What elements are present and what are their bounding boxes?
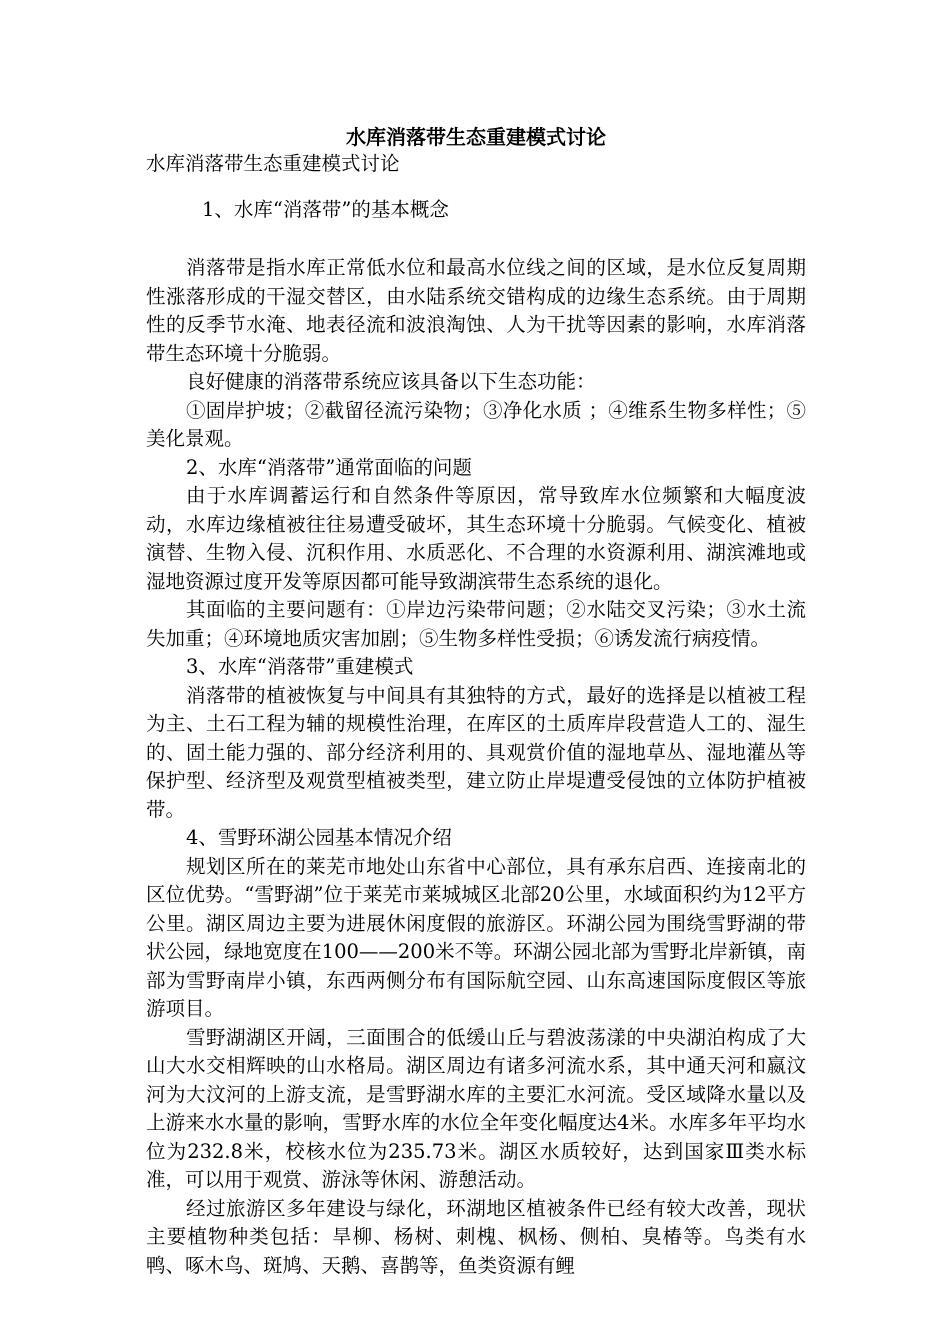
section-4-paragraph-2: 雪野湖湖区开阔，三面围合的低缓山丘与碧波荡漾的中央湖泊构成了大山大水交相辉映的山水格局。湖区周边有诸多河流水系，其中通天河和嬴汶河为大汶河的上游支流，是雪野湖水库的主要汇水河流。受区域降水量以及上游来水水量的影响，雪野水库的水位全年变化幅度达4米。水库多年平均水位为232.8米，校核水位为235.73米。湖区水质较好，达到国家Ⅲ类水标准，可以用于观赏、游泳等休闲、游憩活动。 [146,1025,806,1191]
section-4-heading: 4、雪野环湖公园基本情况介绍 [186,826,452,849]
section-4-paragraph-3: 经过旅游区多年建设与绿化，环湖地区植被条件已经有较大改善，现状主要植物种类包括：旱柳、杨树、刺槐、枫杨、侧柏、臭椿等。鸟类有水鸭、啄木鸟、斑鸠、天鹅、喜鹊等，鱼类资源有鲤 [146,1196,806,1277]
section-1-paragraph-3: ①固岸护坡；②截留径流污染物；③净化水质 ；④维系生物多样性；⑤美化景观。 [146,398,806,450]
section-1-paragraph-2: 良好健康的消落带系统应该具备以下生态功能： [186,370,596,393]
section-2-paragraph-2: 其面临的主要问题有：①岸边污染带问题；②水陆交叉污染；③水土流失加重；④环境地质灾害加剧；⑤生物多样性受损；⑥诱发流行病疫情。 [146,598,806,650]
section-3-paragraph-1: 消落带的植被恢复与中间具有其独特的方式，最好的选择是以植被工程为主、土石工程为辅的规模性治理，在库区的土质库岸段营造人工的、湿生的、固土能力强的、部分经济利用的、具观赏价值的湿地草丛、湿地灌丛等保护型、经济型及观赏型植被类型，建立防止岸堤遭受侵蚀的立体防护植被带。 [146,683,806,821]
document-title: 水库消落带生态重建模式讨论 [346,125,606,149]
section-1-heading: 1、水库“消落带”的基本概念 [202,198,449,221]
document-page [146,120,806,1280]
document-subtitle: 水库消落带生态重建模式讨论 [146,152,400,175]
section-1-paragraph-1: 消落带是指水库正常低水位和最高水位线之间的区域，是水位反复周期性涨落形成的干湿交替区，由水陆系统交错构成的边缘生态系统。由于周期性的反季节水淹、地表径流和波浪淘蚀、人为干扰等因素的影响，水库消落带生态环境十分脆弱。 [146,256,806,365]
section-4-paragraph-1: 规划区所在的莱芜市地处山东省中心部位，具有承东启西、连接南北的区位优势。“雪野湖”位于莱芜市莱城城区北部20公里，水域面积约为12平方公里。湖区周边主要为进展休闲度假的旅游区。环湖公园为围绕雪野湖的带状公园，绿地宽度在100——200米不等。环湖公园北部为雪野北岸新镇，南部为雪野南岸小镇，东西两侧分布有国际航空园、山东高速国际度假区等旅游项目。 [146,854,806,1020]
section-3-heading: 3、水库“消落带”重建模式 [186,655,414,678]
section-2-paragraph-1: 由于水库调蓄运行和自然条件等原因，常导致库水位频繁和大幅度波动，水库边缘植被往往易遭受破坏，其生态环境十分脆弱。气候变化、植被演替、生物入侵、沉积作用、水质恶化、不合理的水资源利用、湖滨滩地或湿地资源过度开发等原因都可能导致湖滨带生态系统的退化。 [146,484,806,593]
spacer [146,178,806,196]
section-2-heading: 2、水库“消落带”通常面临的问题 [186,455,472,479]
